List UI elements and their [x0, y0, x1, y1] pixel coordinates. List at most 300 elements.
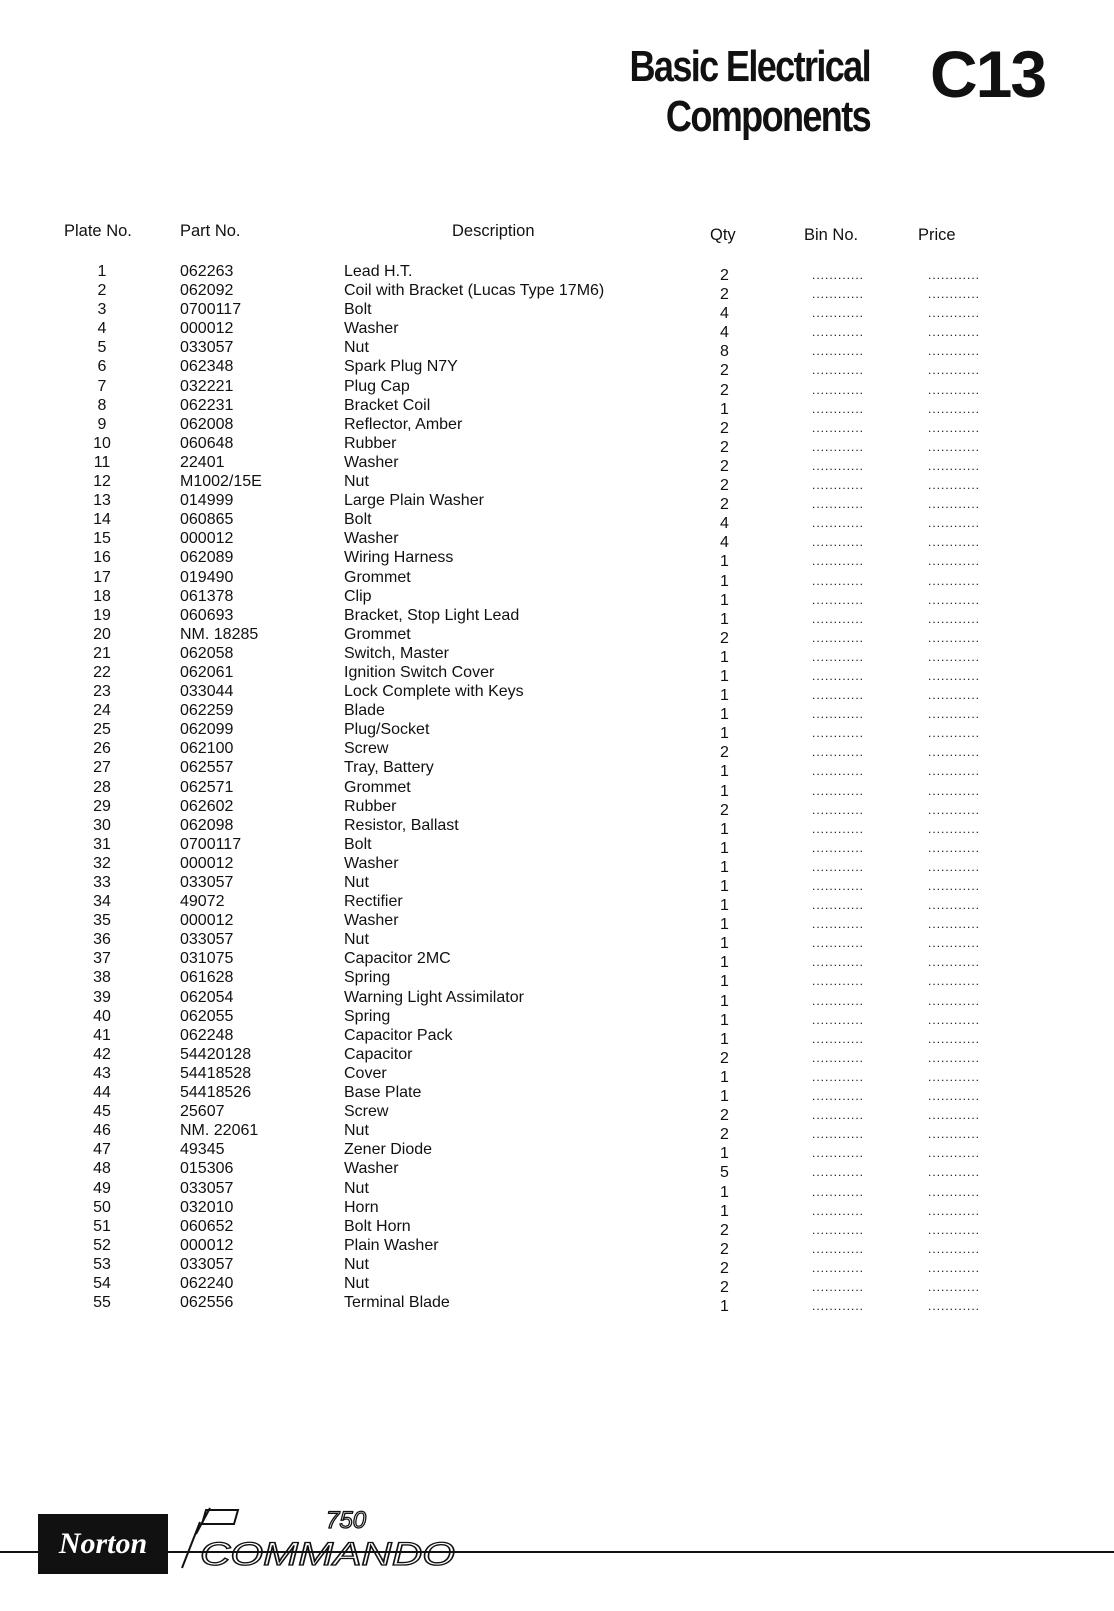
- part-description: Resistor, Ballast: [344, 816, 459, 834]
- plate-number: 46: [93, 1122, 111, 1140]
- bin-number-blank: ............: [812, 840, 865, 855]
- plate-number: 17: [93, 568, 111, 586]
- price-blank: ............: [928, 516, 981, 531]
- part-description: Capacitor 2MC: [344, 950, 451, 968]
- plate-number: 31: [93, 835, 111, 853]
- table-row: [0, 396, 1114, 418]
- plate-number: 51: [93, 1217, 111, 1235]
- bin-number-blank: ............: [812, 764, 865, 779]
- price-blank: ............: [928, 535, 981, 550]
- bin-number-blank: ............: [812, 1184, 865, 1199]
- table-row: [0, 1255, 1114, 1277]
- bin-number-blank: ............: [812, 649, 865, 664]
- part-number: 032010: [180, 1198, 234, 1216]
- bin-number-blank: ............: [812, 1260, 865, 1275]
- table-row: [0, 415, 1114, 437]
- part-description: Washer: [344, 1160, 399, 1178]
- table-row: [0, 1102, 1114, 1125]
- bin-number-blank: ............: [812, 993, 865, 1008]
- price-blank: ............: [928, 859, 981, 874]
- table-row: [0, 1293, 1114, 1316]
- plate-number: 15: [93, 530, 111, 548]
- part-number: 060693: [180, 606, 234, 624]
- plate-number: 50: [93, 1198, 111, 1216]
- table-row: [0, 510, 1114, 533]
- price-blank: ............: [928, 439, 981, 454]
- quantity: 1: [720, 954, 729, 972]
- part-description: Grommet: [344, 568, 411, 586]
- bin-number-blank: ............: [812, 688, 865, 703]
- parts-table: [0, 262, 1114, 1316]
- part-description: Rubber: [344, 434, 397, 452]
- table-row: [0, 1159, 1114, 1182]
- quantity: 2: [720, 419, 729, 437]
- part-description: Nut: [344, 874, 369, 891]
- bin-number-blank: ............: [812, 287, 865, 302]
- quantity: 1: [720, 992, 729, 1010]
- part-number: 062058: [180, 644, 234, 662]
- table-row: [0, 797, 1114, 819]
- quantity: 1: [720, 935, 729, 953]
- part-number: 033057: [180, 931, 234, 949]
- plate-number: 7: [97, 377, 107, 395]
- plate-number: 35: [93, 912, 111, 930]
- quantity: 4: [720, 515, 729, 533]
- price-blank: ............: [928, 630, 981, 645]
- part-number: NM. 18285: [180, 625, 259, 643]
- part-description: Nut: [344, 931, 369, 949]
- quantity: 4: [720, 534, 729, 552]
- price-blank: ............: [928, 1203, 981, 1218]
- quantity: 1: [720, 820, 729, 838]
- plate-number: 3: [97, 301, 107, 319]
- quantity: 2: [720, 1240, 729, 1258]
- plate-number: 20: [93, 625, 111, 643]
- price-blank: ............: [928, 592, 981, 607]
- price-blank: ............: [928, 917, 981, 932]
- table-row: [0, 1083, 1114, 1106]
- quantity: 2: [720, 1259, 729, 1277]
- quantity: 2: [720, 1107, 729, 1125]
- table-row: [0, 338, 1114, 361]
- quantity: 1: [720, 973, 729, 991]
- part-number: 032221: [180, 377, 234, 395]
- bin-number-blank: ............: [812, 439, 865, 454]
- part-description: Reflector, Amber: [344, 415, 463, 433]
- price-blank: ............: [928, 821, 981, 836]
- price-blank: ............: [928, 458, 981, 473]
- part-number: 062098: [180, 816, 234, 834]
- bin-number-blank: ............: [812, 1241, 865, 1256]
- bin-number-blank: ............: [812, 401, 865, 416]
- price-blank: ............: [928, 1165, 981, 1180]
- plate-number: 9: [97, 415, 107, 433]
- part-number: 54418526: [180, 1084, 252, 1102]
- price-blank: ............: [928, 840, 981, 855]
- part-number: 019490: [180, 568, 234, 586]
- part-description: Plug/Socket: [344, 721, 430, 739]
- table-row: [0, 778, 1114, 800]
- quantity: 2: [720, 477, 729, 495]
- part-description: Bolt: [344, 301, 372, 319]
- part-number: 062089: [180, 549, 234, 567]
- plate-number: 42: [93, 1045, 111, 1063]
- part-number: 062263: [180, 263, 234, 280]
- table-row: [0, 472, 1114, 495]
- plate-number: 18: [93, 587, 111, 605]
- plate-number: 54: [93, 1274, 111, 1292]
- quantity: 1: [720, 572, 729, 590]
- price-blank: ............: [928, 707, 981, 722]
- price-blank: ............: [928, 688, 981, 703]
- price-blank: ............: [928, 745, 981, 760]
- quantity: 1: [720, 782, 729, 800]
- quantity: 1: [720, 1183, 729, 1201]
- table-row: [0, 816, 1114, 838]
- bin-number-blank: ............: [812, 344, 865, 359]
- price-blank: ............: [928, 1184, 981, 1199]
- column-header-part: Part No.: [180, 222, 241, 240]
- price-blank: ............: [928, 649, 981, 664]
- part-description: Rectifier: [344, 893, 403, 911]
- part-description: Horn: [344, 1198, 379, 1216]
- part-number: 033044: [180, 683, 234, 701]
- part-number: 062055: [180, 1007, 234, 1025]
- plate-number: 28: [93, 778, 111, 796]
- table-row: [0, 758, 1114, 781]
- plate-number: 14: [93, 511, 111, 529]
- quantity: 2: [720, 496, 729, 514]
- plate-number: 37: [93, 950, 111, 968]
- plate-number: 1: [97, 263, 107, 280]
- quantity: 1: [720, 858, 729, 876]
- price-blank: ............: [928, 573, 981, 588]
- price-blank: ............: [928, 363, 981, 378]
- part-number: 033057: [180, 1179, 234, 1197]
- part-number: 060648: [180, 434, 234, 452]
- part-number: 062556: [180, 1294, 234, 1312]
- bin-number-blank: ............: [812, 936, 865, 951]
- quantity: 1: [720, 667, 729, 685]
- quantity: 2: [720, 362, 729, 380]
- bin-number-blank: ............: [812, 478, 865, 493]
- table-row: [0, 930, 1114, 953]
- norton-logo: Norton: [38, 1514, 168, 1574]
- plate-number: 36: [93, 931, 111, 949]
- part-number: 54420128: [180, 1045, 252, 1063]
- quantity: 4: [720, 305, 729, 323]
- plate-number: 6: [97, 358, 107, 376]
- price-blank: ............: [928, 1241, 981, 1256]
- bin-number-blank: ............: [812, 726, 865, 741]
- table-row: [0, 319, 1114, 342]
- plate-number: 8: [97, 396, 107, 414]
- bin-number-blank: ............: [812, 1146, 865, 1161]
- part-description: Ignition Switch Cover: [344, 663, 495, 681]
- part-description: Bolt: [344, 835, 372, 853]
- price-blank: ............: [928, 783, 981, 798]
- part-description: Bracket, Stop Light Lead: [344, 606, 520, 624]
- quantity: 2: [720, 286, 729, 304]
- bin-number-blank: ............: [812, 1165, 865, 1180]
- quantity: 1: [720, 763, 729, 781]
- plate-number: 12: [93, 473, 111, 491]
- bin-number-blank: ............: [812, 306, 865, 321]
- bin-number-blank: ............: [812, 707, 865, 722]
- bin-number-blank: ............: [812, 535, 865, 550]
- quantity: 2: [720, 744, 729, 762]
- table-row: [0, 873, 1114, 895]
- table-row: [0, 1045, 1114, 1067]
- quantity: 1: [720, 725, 729, 743]
- bin-number-blank: ............: [812, 573, 865, 588]
- plate-number: 10: [93, 434, 111, 452]
- bin-number-blank: ............: [812, 516, 865, 531]
- quantity: 1: [720, 706, 729, 724]
- part-description: Wiring Harness: [344, 549, 454, 567]
- part-description: Spark Plug N7Y: [344, 358, 458, 376]
- price-blank: ............: [928, 726, 981, 741]
- part-number: 000012: [180, 320, 234, 338]
- quantity: 2: [720, 438, 729, 456]
- part-description: Nut: [344, 1255, 369, 1273]
- part-description: Nut: [344, 339, 369, 357]
- price-blank: ............: [928, 1127, 981, 1142]
- model-number: 750: [326, 1507, 367, 1534]
- price-blank: ............: [928, 478, 981, 493]
- bin-number-blank: ............: [812, 1299, 865, 1314]
- plate-number: 34: [93, 893, 111, 911]
- bin-number-blank: ............: [812, 668, 865, 683]
- part-number: 014999: [180, 492, 234, 510]
- bin-number-blank: ............: [812, 458, 865, 473]
- part-number: 061628: [180, 969, 234, 987]
- quantity: 1: [720, 1068, 729, 1086]
- part-description: Screw: [344, 1103, 389, 1121]
- table-row: [0, 1026, 1114, 1048]
- quantity: 1: [720, 553, 729, 571]
- bin-number-blank: ............: [812, 630, 865, 645]
- quantity: 2: [720, 267, 729, 284]
- part-description: Washer: [344, 453, 399, 471]
- table-row: [0, 892, 1114, 915]
- plate-number: 4: [97, 320, 107, 338]
- part-number: 062348: [180, 358, 234, 376]
- bin-number-blank: ............: [812, 268, 865, 282]
- bin-number-blank: ............: [812, 1203, 865, 1218]
- part-number: 062259: [180, 702, 234, 720]
- part-number: 033057: [180, 1255, 234, 1273]
- quantity: 1: [720, 839, 729, 857]
- part-description: Nut: [344, 1122, 369, 1140]
- quantity: 1: [720, 610, 729, 628]
- quantity: 2: [720, 1278, 729, 1296]
- price-blank: ............: [928, 306, 981, 321]
- part-number: 062008: [180, 415, 234, 433]
- part-description: Zener Diode: [344, 1141, 433, 1159]
- bin-number-blank: ............: [812, 1050, 865, 1065]
- column-header-description: Description: [452, 222, 535, 240]
- part-number: 49072: [180, 893, 225, 911]
- table-row: [0, 1064, 1114, 1086]
- part-number: 060652: [180, 1217, 234, 1235]
- part-number: 54418528: [180, 1064, 252, 1082]
- quantity: 1: [720, 1298, 729, 1316]
- part-number: 062099: [180, 721, 234, 739]
- part-description: Plug Cap: [344, 377, 410, 395]
- part-description: Base Plate: [344, 1084, 422, 1102]
- part-number: 033057: [180, 339, 234, 357]
- column-header-plate: Plate No.: [64, 222, 132, 240]
- quantity: 1: [720, 1011, 729, 1029]
- quantity: 5: [720, 1164, 729, 1182]
- price-blank: ............: [928, 993, 981, 1008]
- part-description: Clip: [344, 587, 372, 605]
- quantity: 1: [720, 648, 729, 666]
- part-description: Washer: [344, 530, 399, 548]
- part-description: Large Plain Washer: [344, 492, 484, 510]
- part-number: 062100: [180, 740, 234, 758]
- quantity: 1: [720, 1202, 729, 1220]
- part-number: 015306: [180, 1160, 234, 1178]
- plate-number: 52: [93, 1236, 111, 1254]
- part-description: Lock Complete with Keys: [344, 683, 524, 701]
- table-row: [0, 606, 1114, 628]
- price-blank: ............: [928, 287, 981, 302]
- price-blank: ............: [928, 936, 981, 951]
- bin-number-blank: ............: [812, 821, 865, 836]
- footer: [0, 1494, 1114, 1574]
- bin-number-blank: ............: [812, 1222, 865, 1237]
- part-description: Lead H.T.: [344, 263, 413, 280]
- bin-number-blank: ............: [812, 420, 865, 435]
- plate-number: 49: [93, 1179, 111, 1197]
- plate-number: 45: [93, 1103, 111, 1121]
- table-row: [0, 434, 1114, 456]
- table-row: [0, 300, 1114, 323]
- table-row: [0, 682, 1114, 705]
- page-title: Basic Electrical Components: [629, 42, 870, 141]
- table-row: [0, 949, 1114, 972]
- table-row: [0, 1274, 1114, 1296]
- part-number: 061378: [180, 587, 234, 605]
- table-row: [0, 968, 1114, 991]
- part-description: Bolt Horn: [344, 1217, 411, 1235]
- price-blank: ............: [928, 1012, 981, 1027]
- table-row: [0, 1217, 1114, 1239]
- model-name: COMMANDO: [200, 1536, 455, 1572]
- part-description: Capacitor Pack: [344, 1026, 453, 1044]
- part-description: Screw: [344, 740, 389, 758]
- column-header-price: Price: [918, 226, 956, 244]
- price-blank: ............: [928, 1089, 981, 1104]
- price-blank: ............: [928, 1260, 981, 1275]
- table-row: [0, 1179, 1114, 1201]
- price-blank: ............: [928, 1222, 981, 1237]
- plate-number: 5: [97, 339, 107, 357]
- bin-number-blank: ............: [812, 554, 865, 569]
- part-number: 062571: [180, 778, 234, 796]
- part-number: NM. 22061: [180, 1122, 259, 1140]
- part-number: 062231: [180, 396, 234, 414]
- table-row: [0, 720, 1114, 743]
- part-number: M1002/15E: [180, 473, 262, 491]
- plate-number: 26: [93, 740, 111, 758]
- table-row: [0, 644, 1114, 666]
- bin-number-blank: ............: [812, 879, 865, 893]
- table-row: [0, 835, 1114, 857]
- quantity: 1: [720, 687, 729, 705]
- part-number: 000012: [180, 1236, 234, 1254]
- quantity: 2: [720, 629, 729, 647]
- plate-number: 53: [93, 1255, 111, 1273]
- quantity: 1: [720, 591, 729, 609]
- part-description: Grommet: [344, 778, 411, 796]
- table-row: [0, 988, 1114, 1010]
- part-number: 062557: [180, 759, 234, 777]
- part-description: Spring: [344, 969, 391, 987]
- part-number: 000012: [180, 530, 234, 548]
- table-row: [0, 357, 1114, 380]
- quantity: 2: [720, 457, 729, 475]
- quantity: 1: [720, 1088, 729, 1106]
- plate-number: 39: [93, 988, 111, 1006]
- table-row: [0, 262, 1114, 284]
- bin-number-blank: ............: [812, 1012, 865, 1027]
- price-blank: ............: [928, 879, 981, 893]
- quantity: 1: [720, 400, 729, 418]
- table-row: [0, 1140, 1114, 1163]
- price-blank: ............: [928, 1146, 981, 1161]
- plate-number: 44: [93, 1084, 111, 1102]
- plate-number: 55: [93, 1294, 111, 1312]
- bin-number-blank: ............: [812, 325, 865, 340]
- plate-number: 33: [93, 874, 111, 891]
- table-row: [0, 911, 1114, 934]
- bin-number-blank: ............: [812, 1279, 865, 1294]
- part-description: Spring: [344, 1007, 391, 1025]
- bin-number-blank: ............: [812, 783, 865, 798]
- bin-number-blank: ............: [812, 592, 865, 607]
- quantity: 1: [720, 1145, 729, 1163]
- plate-number: 16: [93, 549, 111, 567]
- part-description: Switch, Master: [344, 644, 449, 662]
- quantity: 1: [720, 897, 729, 915]
- table-row: [0, 281, 1114, 304]
- section-code: C13: [930, 37, 1046, 111]
- quantity: 2: [720, 801, 729, 819]
- quantity: 2: [720, 381, 729, 399]
- price-blank: ............: [928, 611, 981, 626]
- part-number: 031075: [180, 950, 234, 968]
- part-number: 000012: [180, 912, 234, 930]
- price-blank: ............: [928, 401, 981, 416]
- price-blank: ............: [928, 325, 981, 340]
- table-row: [0, 663, 1114, 685]
- price-blank: ............: [928, 1279, 981, 1294]
- part-description: Washer: [344, 854, 399, 872]
- part-number: 062240: [180, 1274, 234, 1292]
- bin-number-blank: ............: [812, 745, 865, 760]
- quantity: 2: [720, 1126, 729, 1144]
- plate-number: 47: [93, 1141, 111, 1159]
- quantity: 2: [720, 1221, 729, 1239]
- price-blank: ............: [928, 764, 981, 779]
- part-description: Warning Light Assimilator: [344, 988, 524, 1006]
- plate-number: 30: [93, 816, 111, 834]
- bin-number-blank: ............: [812, 1031, 865, 1046]
- bin-number-blank: ............: [812, 917, 865, 932]
